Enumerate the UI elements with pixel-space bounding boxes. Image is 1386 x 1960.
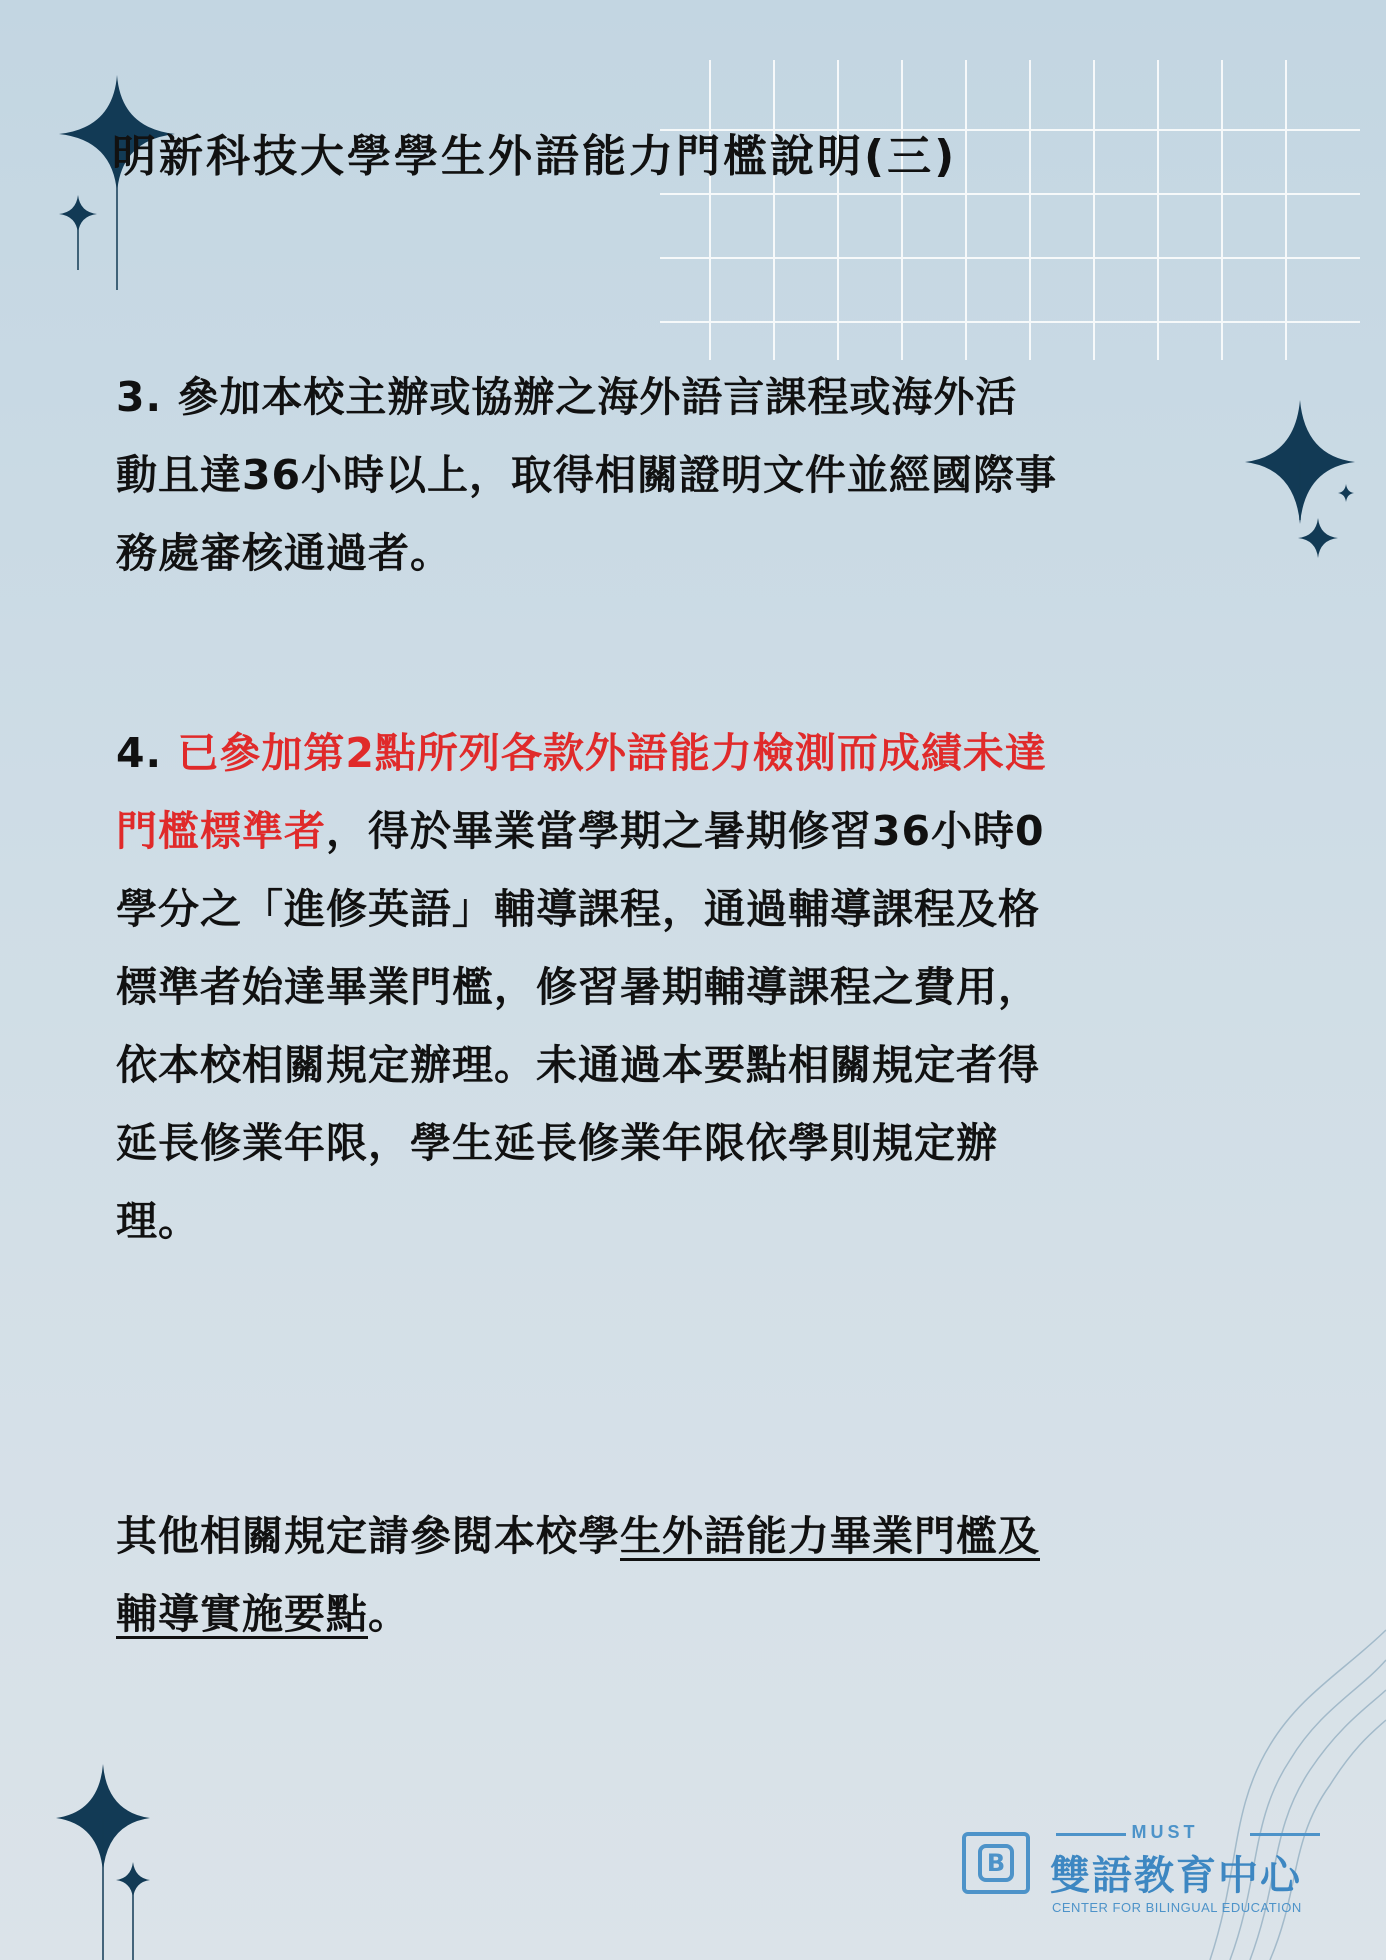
regulation-link[interactable]: 輔導實施要點 — [116, 1590, 368, 1638]
item-3-line: 動且達36小時以上，取得相關證明文件並經國際事 — [116, 451, 1058, 499]
star-icon — [1298, 518, 1338, 558]
note-paragraph — [116, 1497, 1256, 1653]
item-3-paragraph — [116, 358, 1256, 592]
item-3-line: 3. 參加本校主辦或協辦之海外語言課程或海外活 — [116, 373, 1018, 421]
bilingual-center-logo — [960, 1822, 1320, 1922]
item-4-highlight: 已參加第2點所列各款外語能力檢測而成績未達 — [177, 729, 1047, 777]
star-icon — [1338, 484, 1354, 502]
logo-letter: B — [978, 1844, 1014, 1882]
item-4-line: 依本校相關規定辦理。未通過本要點相關規定者得 — [116, 1041, 1040, 1089]
item-3-line: 務處審核通過者。 — [116, 529, 452, 577]
logo-subtitle: CENTER FOR BILINGUAL EDUCATION — [1052, 1900, 1302, 1915]
logo-box-icon — [962, 1832, 1030, 1894]
note-line — [116, 1575, 1256, 1653]
note-prefix: 其他相關規定請參閱本校學 — [116, 1512, 620, 1560]
page-title: 明新科技大學學生外語能力門檻說明(三) — [112, 131, 958, 182]
item-4-line: 標準者始達畢業門檻，修習暑期輔導課程之費用， — [116, 963, 1040, 1011]
note-line — [116, 1497, 1256, 1575]
grid-pattern — [660, 60, 1360, 360]
regulation-link[interactable]: 生外語能力畢業門檻及 — [620, 1512, 1040, 1560]
item-4-paragraph — [116, 714, 1256, 1260]
item-4-line — [116, 792, 1256, 870]
logo-name: 雙語教育中心 — [1050, 1853, 1302, 1899]
item-4-highlight: 門檻標準者 — [116, 807, 326, 855]
item-4-line: 學分之「進修英語」輔導課程，通過輔導課程及格 — [116, 885, 1040, 933]
item-4-number: 4. — [116, 729, 178, 777]
note-suffix: 。 — [368, 1590, 410, 1638]
item-4-line: 理。 — [116, 1197, 200, 1245]
item-4-text: ，得於畢業當學期之暑期修習36小時0 — [326, 807, 1045, 855]
item-4-line — [116, 714, 1256, 792]
item-4-line: 延長修業年限，學生延長修業年限依學則規定辦 — [116, 1119, 998, 1167]
logo-must: MUST — [1131, 1822, 1199, 1842]
